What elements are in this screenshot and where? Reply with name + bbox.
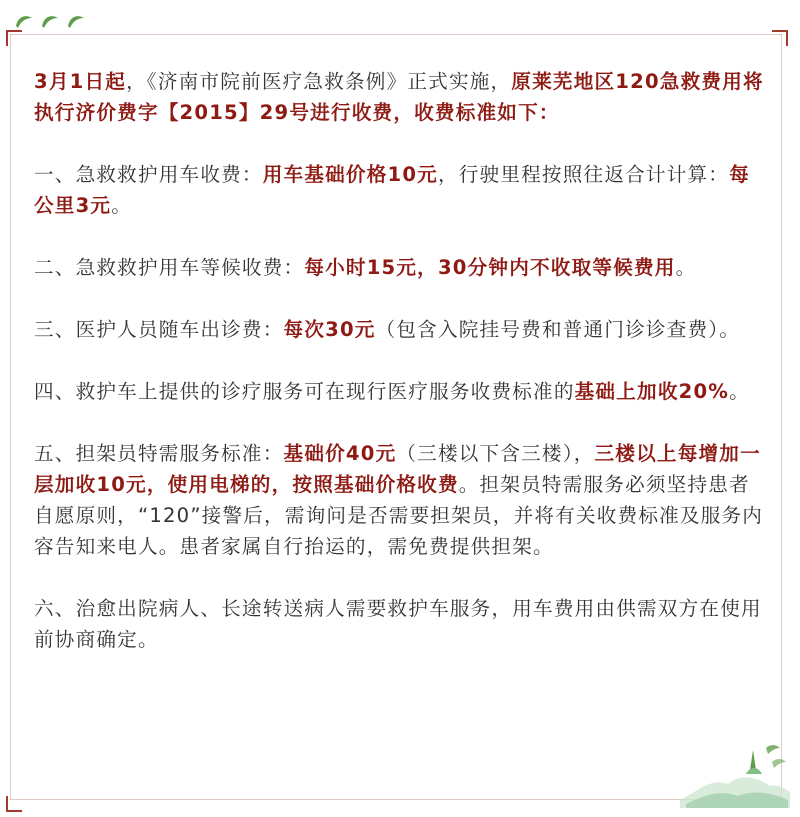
frame-corner-top-right — [772, 30, 788, 46]
fee-item-4-end: 。 — [729, 380, 750, 403]
fee-item-2-end: 。 — [675, 256, 697, 279]
fee-item-3-highlight: 每次30元 — [283, 318, 376, 341]
fee-item-1-end: 。 — [111, 194, 133, 217]
mountain-scenery-icon — [680, 740, 790, 808]
fee-item-5-highlight: 三楼以上每增加一层加收10元，使用电梯的，按照基础价格收费 — [34, 442, 761, 496]
fee-item-5-end: 。担架员特需服务必须坚持患者自愿原则，“120”接警后，需询问是否需要担架员，并将有关收费标准及服务内容告知来电人。患者家属自行抬运的，需免费提供担架。 — [34, 473, 764, 558]
fee-item-3-text: 三、医护人员随车出诊费： — [34, 318, 284, 341]
fee-item-6-text: 六、治愈出院病人、长途转送病人需要救护车服务，用车费用由供需双方在使用前协商确定。 — [34, 597, 762, 651]
intro-highlight: 原莱芜地区120急救费用将执行济价费字【2015】29号进行收费，收费标准如下： — [34, 70, 764, 124]
article-body — [34, 66, 764, 686]
fee-item-4 — [34, 376, 764, 407]
fee-item-1-text-2: ，行驶里程按照往返合计计算： — [437, 163, 730, 186]
fee-item-2-text: 二、急救救护用车等候收费： — [34, 256, 305, 279]
fee-item-4-highlight: 基础上加收20% — [574, 380, 730, 403]
leaves-icon — [12, 8, 92, 32]
fee-item-1-text: 一、急救救护用车收费： — [34, 163, 263, 186]
intro-text: ，《济南市院前医疗急救条例》正式实施， — [126, 70, 512, 93]
fee-item-5-text: 五、担架员特需服务标准： — [34, 442, 284, 465]
frame-corner-bottom-left — [6, 796, 22, 812]
fee-item-6 — [34, 593, 764, 655]
frame-corner-top-left — [6, 30, 22, 46]
fee-item-2-highlight: 每小时15元，30分钟内不收取等候费用 — [304, 256, 676, 279]
fee-item-5-base-price: 基础价40元 — [283, 442, 397, 465]
intro-date: 3月1日起 — [34, 70, 127, 93]
fee-item-5-text-2: （三楼以下含三楼）， — [396, 442, 595, 465]
fee-item-1 — [34, 159, 764, 221]
fee-item-3-end: （包含入院挂号费和普通门诊诊查费）。 — [375, 318, 741, 341]
fee-item-1-per-km: 每公里3元 — [34, 163, 750, 217]
fee-item-2 — [34, 252, 764, 283]
fee-item-5 — [34, 438, 764, 562]
fee-item-4-text: 四、救护车上提供的诊疗服务可在现行医疗服务收费标准的 — [34, 380, 575, 403]
fee-item-3 — [34, 314, 764, 345]
intro-paragraph — [34, 66, 764, 128]
fee-item-1-base-price: 用车基础价格10元 — [262, 163, 438, 186]
